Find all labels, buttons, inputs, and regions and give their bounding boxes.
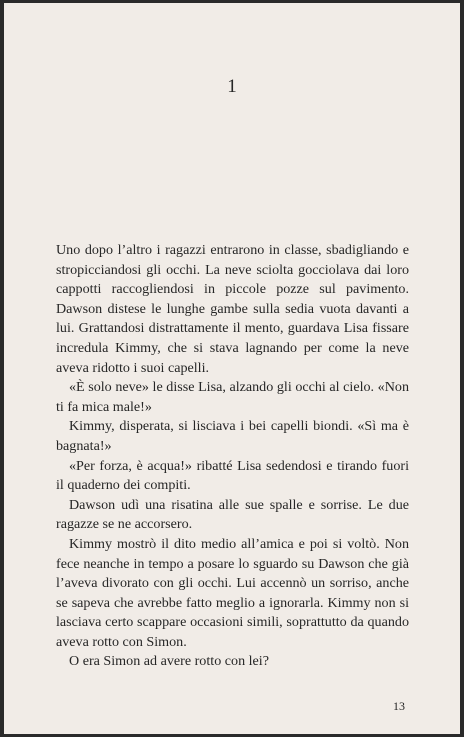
paragraph: O era Simon ad avere rotto con lei? bbox=[69, 653, 269, 670]
paragraph: «Per forza, è acqua!» ribatté Lisa sedendosi e tirando fuori il quaderno dei compiti. bbox=[56, 457, 409, 494]
chapter-body bbox=[56, 241, 409, 672]
paragraph: Dawson udì una risatina alle sue spalle e sorrise. Le due ragazze se ne accorsero. bbox=[56, 496, 409, 533]
chapter-number: 1 bbox=[227, 76, 237, 97]
book-page bbox=[4, 3, 460, 734]
page-number: 13 bbox=[393, 699, 405, 713]
paragraph: Uno dopo l’altro i ragazzi entrarono in classe, sbadigliando e stropicciandosi gli occhi. La neve sciolta gocciolava dai loro cappotti raccogliendosi in piccole pozze sul pavimento. Dawson distese le lunghe gambe sulla sedia vuota davanti a lui. Grattandosi distrattamente il mento, guardava Lisa fissare incredula Kimmy, che si stava lagnando per come la neve aveva ridotto i suoi capelli. bbox=[56, 242, 409, 376]
paragraph: Kimmy, disperata, si lisciava i bei capelli biondi. «Sì ma è bagnata!» bbox=[56, 418, 409, 454]
paragraph: Kimmy mostrò il dito medio all’amica e poi si voltò. Non fece neanche in tempo a posare lo sguardo su Dawson che già l’aveva divorato con gli occhi. Lui accennò un sorriso, anche se sapeva che avrebbe fatto meglio a ignorarla. Kimmy non si lasciava certo scappare occasioni simili, soprattutto da quando aveva rotto con Simon. bbox=[56, 535, 409, 650]
paragraph: «È solo neve» le disse Lisa, alzando gli occhi al cielo. «Non ti fa mica male!» bbox=[56, 379, 409, 415]
